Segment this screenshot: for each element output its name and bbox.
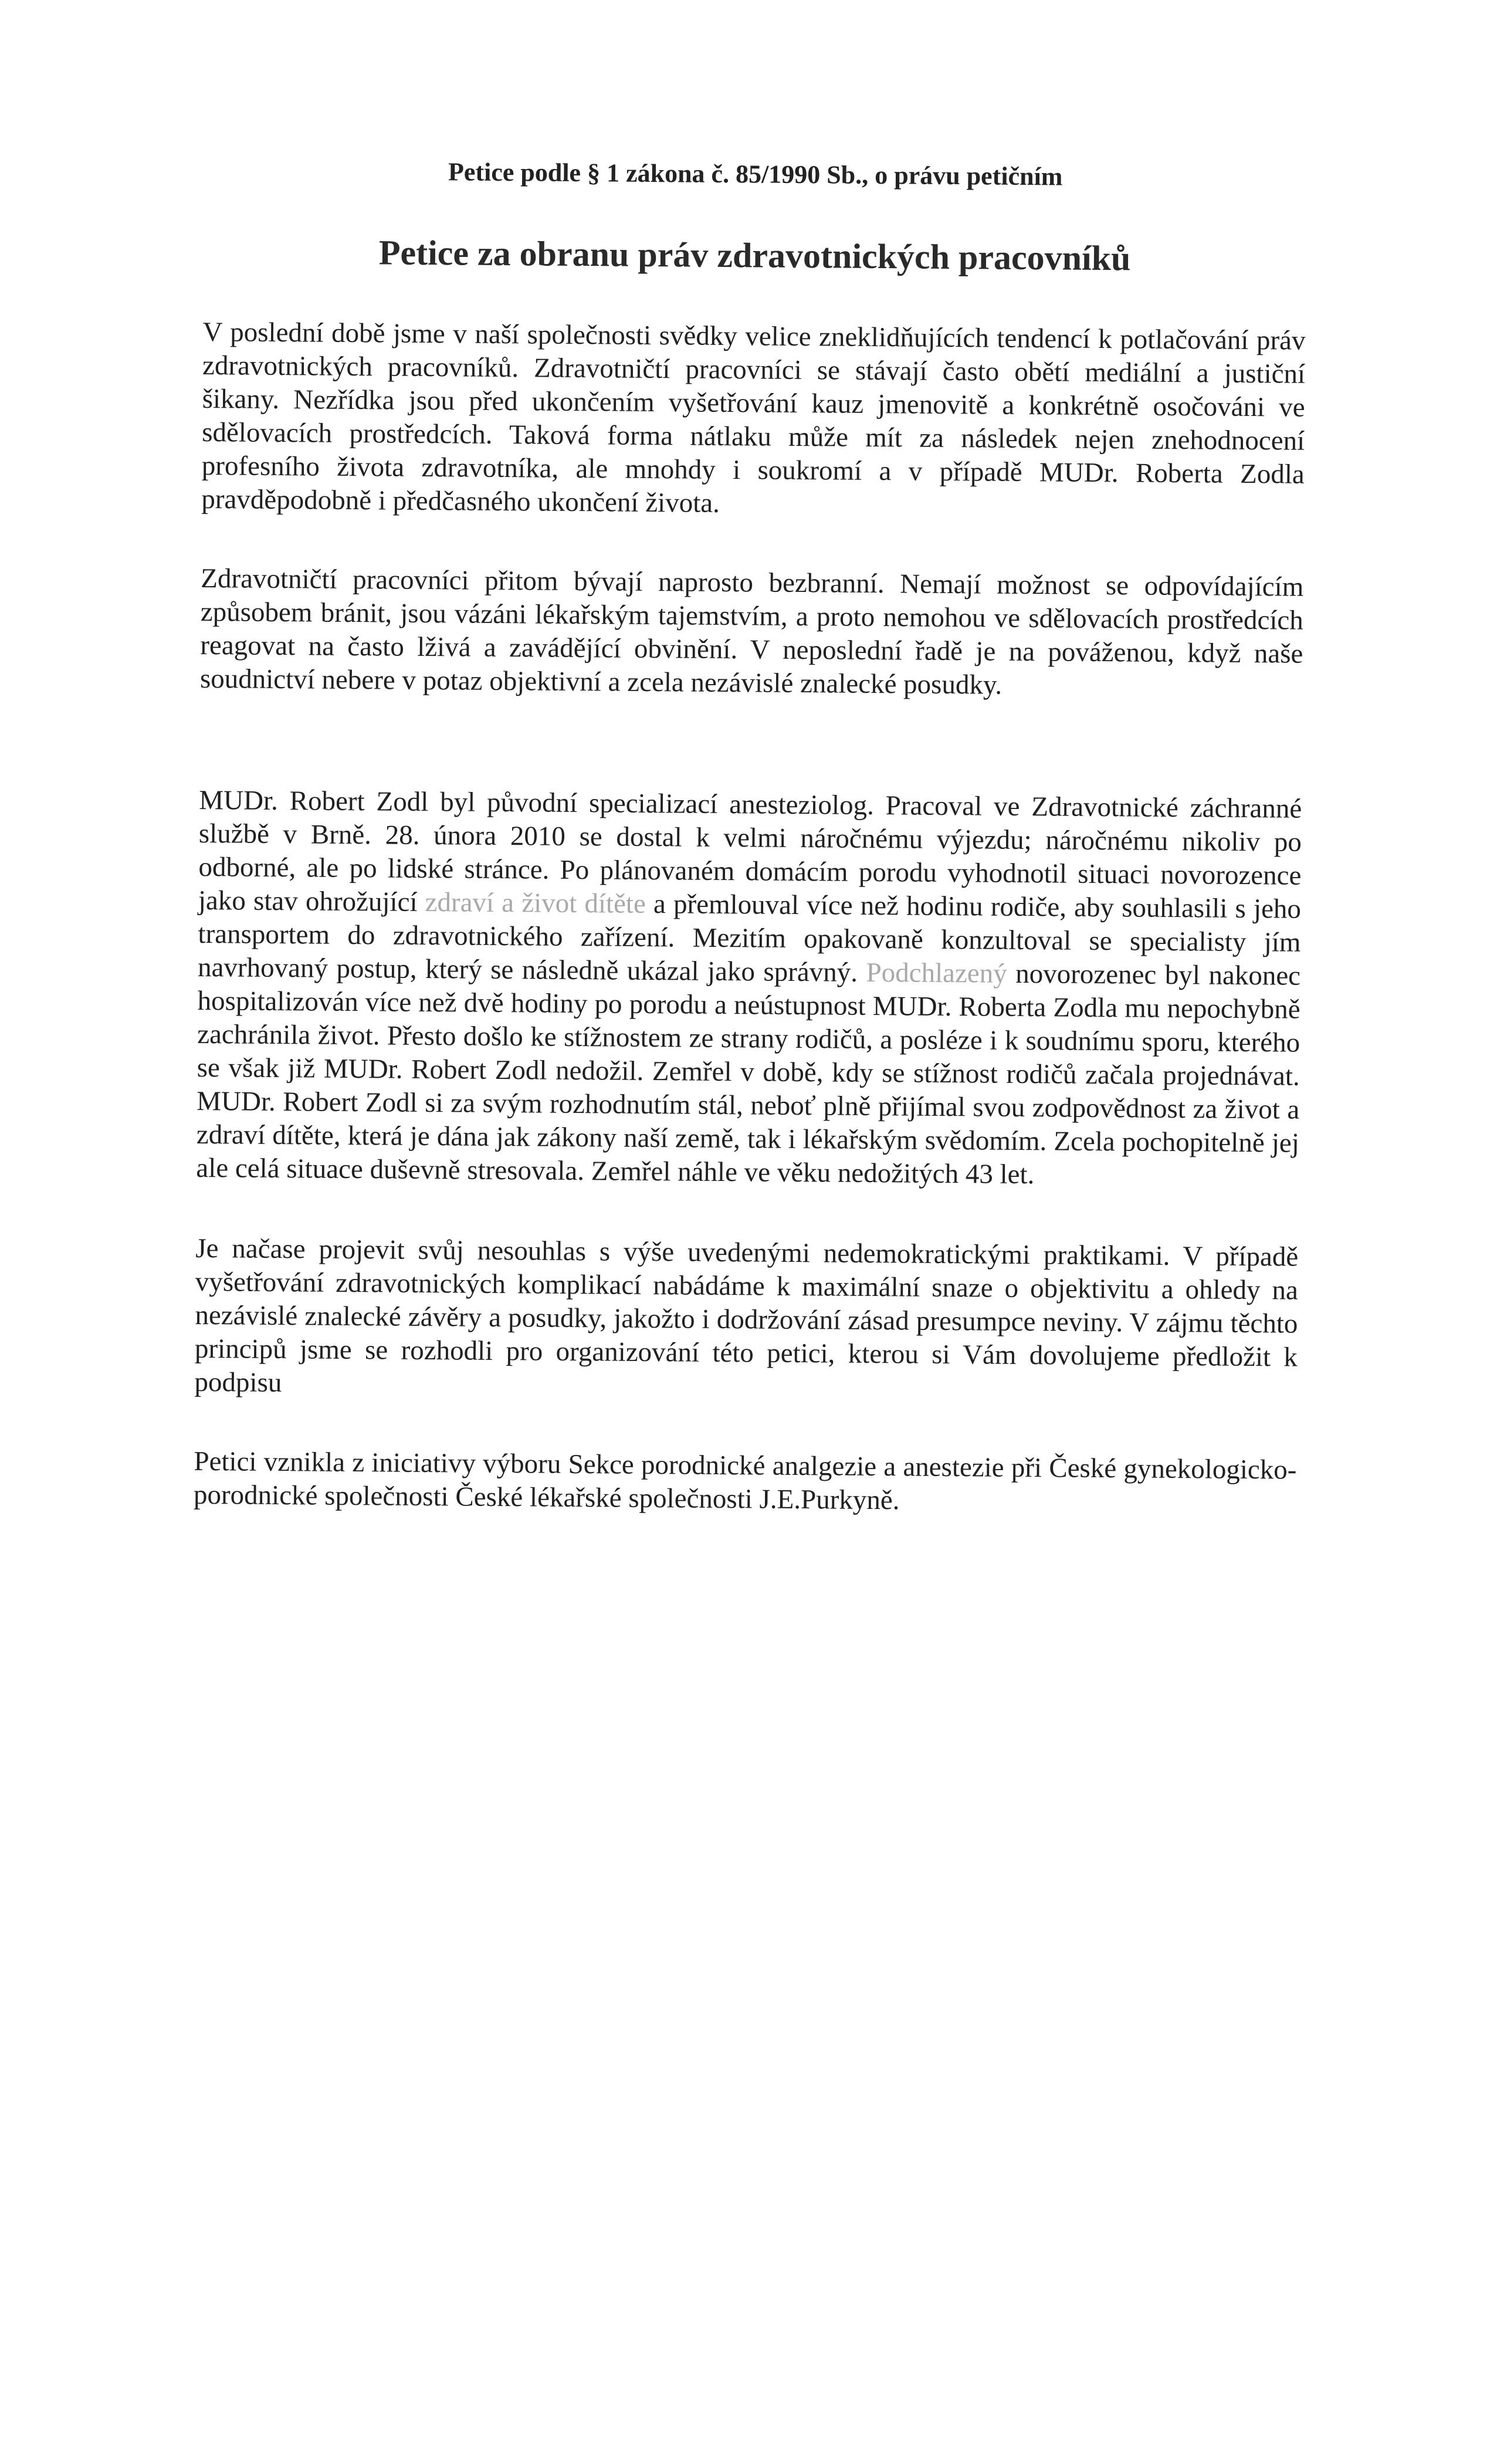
zodl-text-part-3: novorozenec byl nakonec hospitalizován více než dvě hodiny po porodu a neústupnost MUDr. Roberta Zodla mu nepochybně zachránila život. Přesto došlo ke stížnostem ze strany rodičů, a posléze i k soudnímu sporu, kterého se však již MUDr. Robert Zodl nedožil. Zemřel v době, kdy se stížnost rodičů začala projednávat. MUDr. Robert Zodl si za svým rozhodnutím stál, neboť plně přijímal svou zodpovědnost za život a zdraví dítěte, která je dána jak zákony naší země, tak i lékařským svědomím. Zcela pochopitelně jej ale celá situace duševně stresovala. Zemřel náhle ve věku nedožitých 43 let. — [196, 958, 1301, 1190]
document-body — [194, 153, 1307, 1521]
paragraph-initiative: Petici vznikla z iniciativy výboru Sekce porodnické analgezie a anestezie při České gynekologicko-porodnické společnosti České lékařské společnosti J.E.Purkyně. — [193, 1446, 1297, 1516]
paragraph-zodl-case — [196, 784, 1302, 1194]
paragraph-intro: V poslední době jsme v naší společnosti svědky velice zneklidňujících tendencí k potlačování práv zdravotnických pracovníků. Zdravotničtí pracovníci se stávají často obětí mediální a justiční šikany. Nezřídka jsou před ukončením vyšetřování kauz jmenovitě a konkrétně osočováni ve sdělovacích prostředcích. Taková forma nátlaku může mít za následek nejen znehodnocení profesního života zdravotníka, ale mnohdy i soukromí a v případě MUDr. Roberta Zodla pravděpodobně i předčasného ukončení života. — [201, 316, 1306, 519]
petition-title: Petice za obranu práv zdravotnických pracovníků — [378, 233, 1131, 278]
faded-text-1: zdraví a život dítěte — [425, 886, 646, 919]
faded-text-2: Podchlazený — [866, 957, 1007, 989]
paragraph-call-to-action: Je načase projevit svůj nesouhlas s výše uvedenými nedemokratickými praktikami. V případě vyšetřování zdravotnických komplikací nabádáme k maximální snaze o objektivitu a ohledy na nezávislé znalecké závěry a posudky, jakožto i dodržování zásad presumpce neviny. V zájmu těchto principů jsme se rozhodli pro organizování této petici, kterou si Vám dovolujeme předložit k podpisu — [194, 1233, 1299, 1399]
law-reference-line: Petice podle § 1 zákona č. 85/1990 Sb., o právu petičním — [448, 157, 1063, 191]
zodl-text-part-1: MUDr. Robert Zodl byl původní specializací anesteziolog. Pracoval ve Zdravotnické záchranné službě v Brně. 28. února 2010 se dostal k velmi náročnému výjezdu; náročnému nikoliv po odborné, ale po lidské stránce. Po plánovaném domácím porodu vyhodnotil situaci novorozence jako stav ohrožující — [198, 784, 1302, 918]
zodl-text-part-2: a přemlouval více než hodinu rodiče, aby souhlasili s jeho transportem do zdravotnického zařízení. Mezitím opakovaně konzultoval se specialisty jím navrhovaný postup, který se následně ukázal jako správný. — [197, 889, 1302, 988]
paragraph-defenseless: Zdravotničtí pracovníci přitom bývají naprosto bezbranní. Nemají možnost se odpovídajícím způsobem bránit, jsou vázáni lékařským tajemstvím, a proto nemohou ve sdělovacích prostředcích reagovat na často lživá a zavádějící obvinění. V neposlední řadě je na pováženou, když naše soudnictví nebere v potaz objektivní a zcela nezávislé znalecké posudky. — [199, 563, 1304, 700]
